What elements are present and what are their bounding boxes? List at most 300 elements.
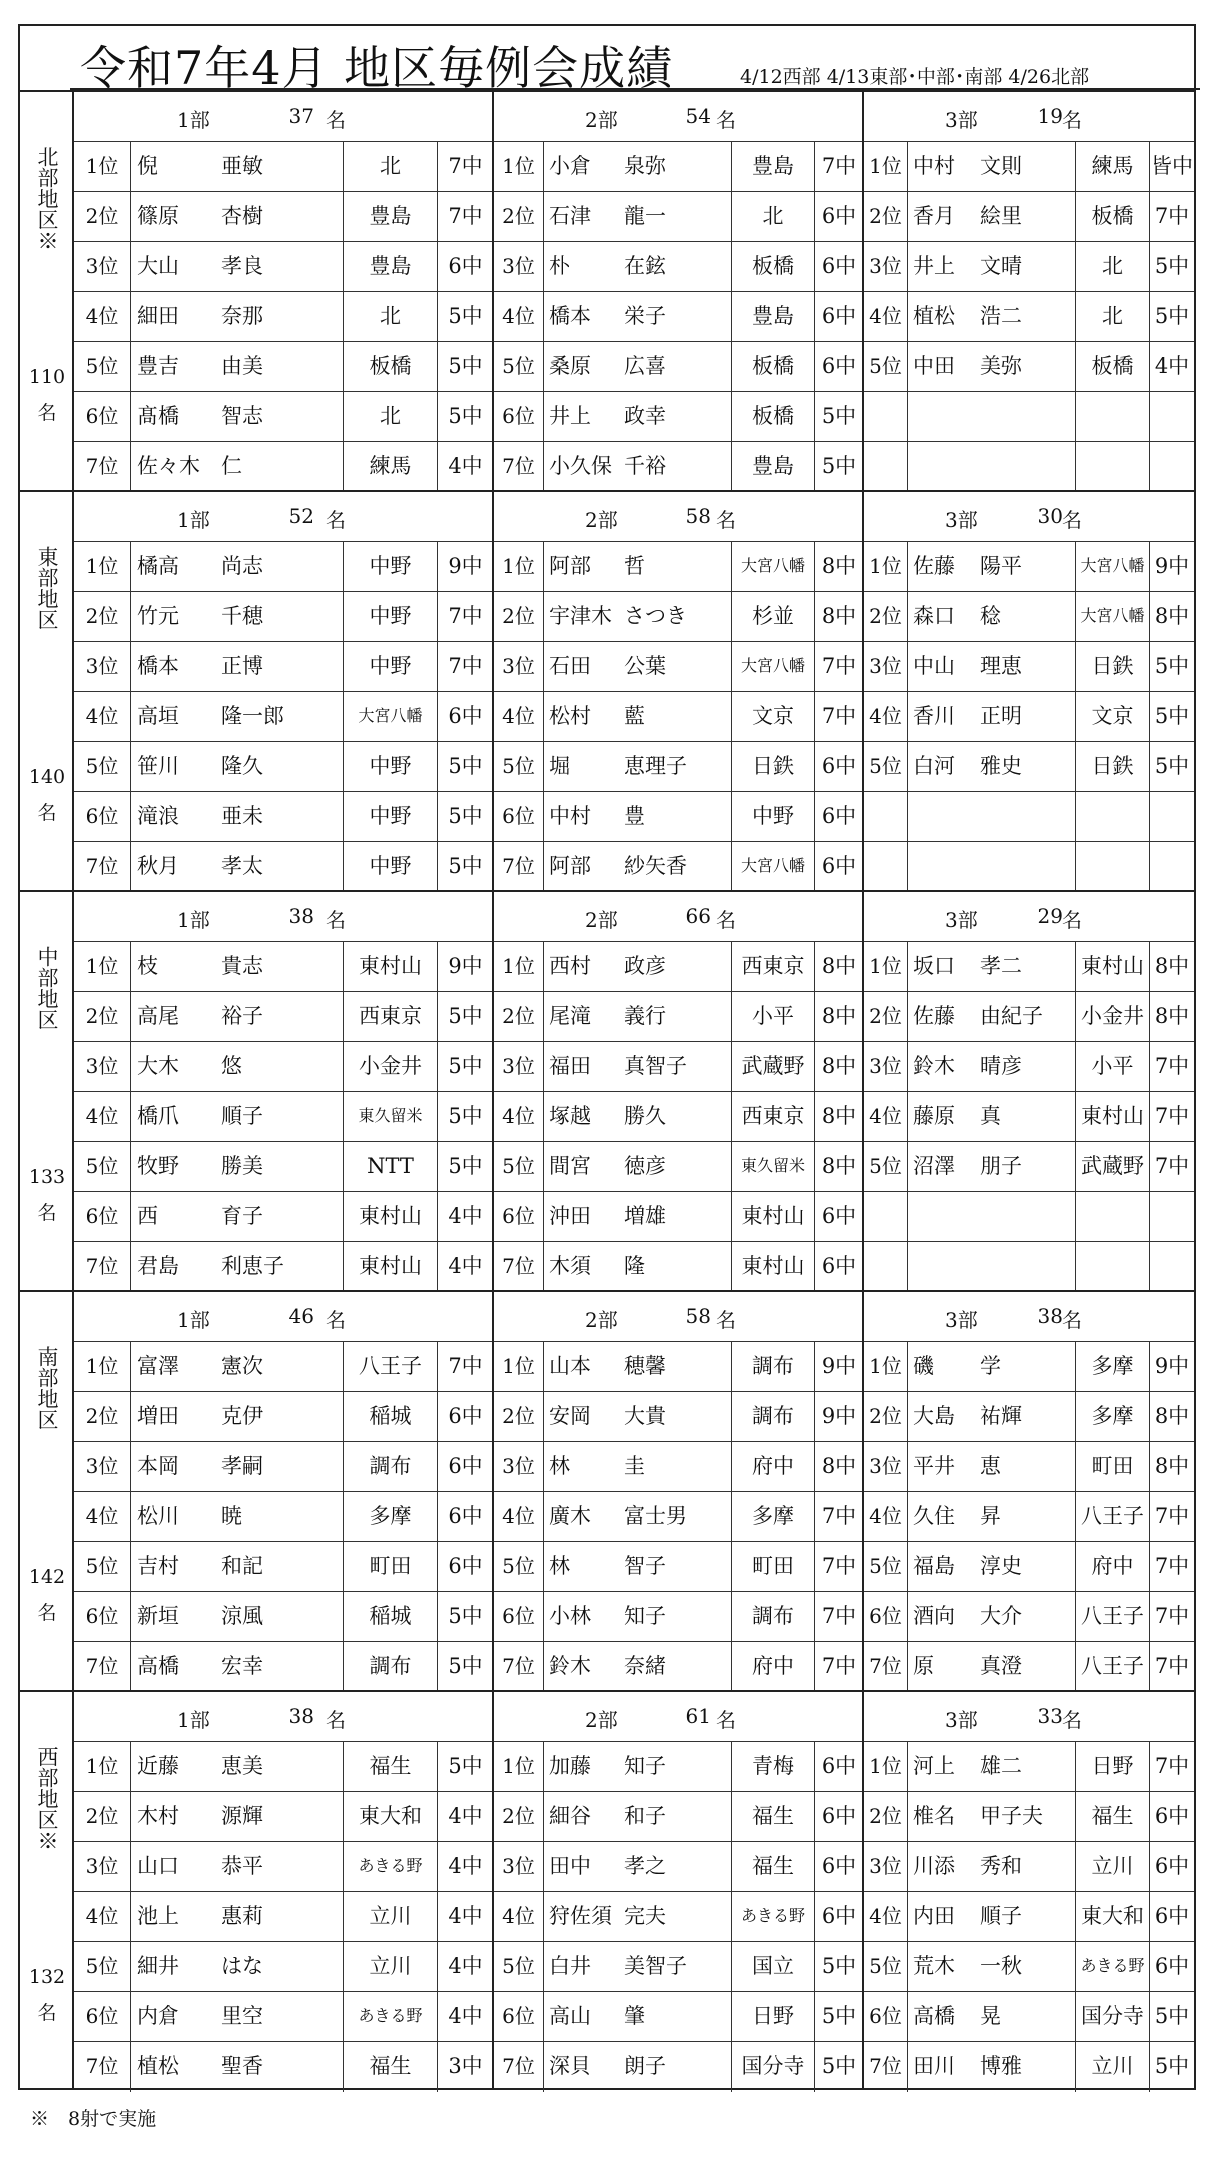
result-row: [494, 692, 862, 742]
division-count: 29: [1037, 904, 1063, 928]
family-name-cell: 福田: [549, 1054, 591, 1078]
region-label: [20, 1692, 74, 2088]
given-name-cell: 秀和: [980, 1854, 1022, 1878]
division-count: 30: [1037, 504, 1063, 528]
hits-cell: 5中: [448, 804, 483, 828]
club-cell: 板橋: [731, 242, 815, 291]
rank-cell: 7位: [74, 842, 131, 892]
division-header: [74, 492, 492, 542]
result-row: [74, 1792, 492, 1842]
hits-cell: 5中: [448, 304, 483, 328]
family-name-cell: 石津: [549, 204, 591, 228]
family-name-cell: 狩佐須: [549, 1904, 612, 1928]
given-name-cell: 克伊: [221, 1404, 263, 1428]
hits-cell: 8中: [821, 954, 857, 978]
rank-cell: 4位: [864, 292, 908, 341]
club-cell: 日野: [731, 1992, 815, 2041]
family-name-cell: 香川: [913, 704, 955, 728]
club-cell: 八王子: [1075, 1492, 1150, 1541]
region-count-unit: 名: [37, 1602, 57, 1624]
rank-cell: 4位: [494, 1492, 544, 1541]
family-name-cell: 倪: [137, 154, 158, 178]
division-count-unit: 名: [716, 1708, 736, 1732]
given-name-cell: 晴彦: [980, 1054, 1022, 1078]
family-name-cell: 宇津木: [549, 604, 612, 628]
division-header: [494, 92, 862, 142]
rank-cell: 2位: [864, 1392, 908, 1441]
hits-cell: 4中: [448, 454, 483, 478]
result-row: [494, 2042, 862, 2092]
given-name-cell: 博雅: [980, 2054, 1022, 2078]
family-name-cell: 林: [549, 1454, 570, 1478]
division-header: [494, 1692, 862, 1742]
given-name-cell: 恵理子: [624, 754, 687, 778]
result-row: [864, 1242, 1194, 1292]
hits-cell: 7中: [1154, 1104, 1190, 1128]
family-name-cell: 沖田: [549, 1204, 591, 1228]
family-name-cell: [913, 842, 975, 892]
given-name-cell: 由紀子: [980, 1004, 1043, 1028]
region-count-unit: 名: [37, 2002, 57, 2024]
rank-cell: 3位: [74, 642, 131, 691]
hits-cell: 6中: [821, 1904, 857, 1928]
division-count: 58: [685, 1304, 711, 1328]
family-name-cell: 富澤: [137, 1354, 179, 1378]
rank-cell: 5位: [494, 1542, 544, 1591]
region-label: [20, 1292, 74, 1690]
club-cell: 日野: [1075, 1742, 1150, 1791]
rank-cell: 6位: [74, 1592, 131, 1641]
rank-cell: 4位: [864, 1892, 908, 1941]
division-column: [74, 1292, 494, 1690]
result-row: [864, 1492, 1194, 1542]
hits-cell: 7中: [448, 1354, 483, 1378]
club-cell: 西東京: [343, 992, 438, 1041]
given-name-cell: [980, 392, 1074, 441]
division-count: 37: [288, 104, 314, 128]
hits-cell: 4中: [448, 1854, 483, 1878]
given-name-cell: 穂馨: [624, 1354, 666, 1378]
family-name-cell: 大山: [137, 254, 179, 278]
result-row: [494, 1342, 862, 1392]
region-count: 132: [28, 1966, 66, 1988]
given-name-cell: 真智子: [624, 1054, 687, 1078]
rank-cell: 1位: [74, 1342, 131, 1391]
rank-cell: 3位: [494, 642, 544, 691]
rank-cell: 3位: [74, 1842, 131, 1891]
result-row: [494, 292, 862, 342]
club-cell: 東大和: [343, 1792, 438, 1841]
family-name-cell: 酒向: [913, 1604, 955, 1628]
rank-cell: 1位: [864, 142, 908, 191]
rank-cell: [864, 792, 908, 841]
rank-cell: [864, 442, 908, 492]
hits-cell: 9中: [821, 1354, 857, 1378]
region-label: [20, 492, 74, 890]
region-name: 北部地区※: [35, 146, 59, 251]
hits-cell: 7中: [821, 154, 857, 178]
given-name-cell: 孝二: [980, 954, 1022, 978]
given-name-cell: 順子: [221, 1104, 263, 1128]
result-row: [74, 992, 492, 1042]
hits-cell: 8中: [821, 1054, 857, 1078]
club-cell: 小金井: [343, 1042, 438, 1091]
hits-cell: 7中: [1154, 1504, 1190, 1528]
club-cell: 豊島: [343, 192, 438, 241]
region-count-unit: 名: [37, 1202, 57, 1224]
club-cell: 練馬: [1075, 142, 1150, 191]
rank-cell: 2位: [74, 1792, 131, 1841]
given-name-cell: 泉弥: [624, 154, 666, 178]
given-name-cell: 哲: [624, 554, 645, 578]
family-name-cell: 笹川: [137, 754, 179, 778]
family-name-cell: 久住: [913, 1504, 955, 1528]
rank-cell: 6位: [494, 792, 544, 841]
division-name: 2部: [585, 1308, 618, 1332]
division-header: [864, 92, 1194, 142]
given-name-cell: 雄二: [980, 1754, 1022, 1778]
rank-cell: 2位: [864, 992, 908, 1041]
rank-cell: 2位: [74, 192, 131, 241]
family-name-cell: 安岡: [549, 1404, 591, 1428]
hits-cell: 6中: [1154, 1854, 1190, 1878]
club-cell: 多摩: [1075, 1342, 1150, 1391]
region-count-unit: 名: [37, 802, 57, 824]
family-name-cell: 間宮: [549, 1154, 591, 1178]
family-name-cell: 中村: [549, 804, 591, 828]
hits-cell: 9中: [448, 954, 483, 978]
club-cell: 福生: [1075, 1792, 1150, 1841]
rank-cell: 1位: [494, 1342, 544, 1391]
result-row: [74, 1092, 492, 1142]
club-cell: 立川: [343, 1892, 438, 1941]
result-row: [494, 992, 862, 1042]
family-name-cell: 香月: [913, 204, 955, 228]
rank-cell: 5位: [74, 1942, 131, 1991]
rank-cell: 5位: [74, 1142, 131, 1191]
given-name-cell: 龍一: [624, 204, 666, 228]
result-row: [864, 742, 1194, 792]
result-row: [74, 242, 492, 292]
division-count-unit: 名: [1062, 1308, 1082, 1332]
family-name-cell: 橋本: [549, 304, 591, 328]
result-row: [864, 1892, 1194, 1942]
division-column: [864, 1692, 1194, 2088]
given-name-cell: 昇: [980, 1504, 1001, 1528]
division-header: [494, 892, 862, 942]
hits-cell: 7中: [1154, 1154, 1190, 1178]
page-title: 令和7年4月 地区毎例会成績: [80, 41, 674, 95]
family-name-cell: 篠原: [137, 204, 179, 228]
division-count-unit: 名: [326, 1708, 346, 1732]
hits-cell: 7中: [1154, 204, 1190, 228]
hits-cell: 7中: [1154, 1554, 1190, 1578]
rank-cell: 7位: [494, 2042, 544, 2092]
club-cell: 文京: [731, 692, 815, 741]
hits-cell: 8中: [1154, 954, 1190, 978]
family-name-cell: 阿部: [549, 854, 591, 878]
hits-cell: 5中: [448, 1604, 483, 1628]
division-count: 38: [288, 904, 314, 928]
hits-cell: 6中: [821, 204, 857, 228]
hits-cell: 7中: [448, 604, 483, 628]
hits-cell: 6中: [821, 804, 857, 828]
result-row: [494, 942, 862, 992]
rank-cell: 4位: [864, 1492, 908, 1541]
result-row: [494, 1892, 862, 1942]
result-row: [494, 142, 862, 192]
rank-cell: 5位: [494, 742, 544, 791]
club-cell: 稲城: [343, 1392, 438, 1441]
given-name-cell: 源輝: [221, 1804, 263, 1828]
division-column: [494, 492, 864, 890]
club-cell: 東村山: [343, 1192, 438, 1241]
region-block: [20, 1690, 1194, 2088]
given-name-cell: 陽平: [980, 554, 1022, 578]
given-name-cell: 稔: [980, 604, 1001, 628]
result-row: [494, 192, 862, 242]
result-row: [494, 392, 862, 442]
family-name-cell: 磯: [913, 1354, 934, 1378]
hits-cell: 7中: [448, 204, 483, 228]
result-row: [864, 1092, 1194, 1142]
rank-cell: 5位: [864, 742, 908, 791]
result-row: [74, 642, 492, 692]
hits-cell: 7中: [448, 154, 483, 178]
rank-cell: 6位: [74, 792, 131, 841]
club-cell: 大宮八幡: [1075, 542, 1150, 591]
rank-cell: 3位: [864, 642, 908, 691]
division-column: [864, 1292, 1194, 1690]
rank-cell: 1位: [494, 542, 544, 591]
division-count-unit: 名: [716, 1308, 736, 1332]
hits-cell: 5中: [448, 754, 483, 778]
family-name-cell: 内田: [913, 1904, 955, 1928]
given-name-cell: 広喜: [624, 354, 666, 378]
given-name-cell: 増雄: [624, 1204, 666, 1228]
hits-cell: 6中: [821, 1854, 857, 1878]
given-name-cell: 完夫: [624, 1904, 666, 1928]
club-cell: 東村山: [731, 1242, 815, 1292]
club-cell: [1075, 792, 1150, 841]
rank-cell: 6位: [494, 1192, 544, 1241]
club-cell: 町田: [1075, 1442, 1150, 1491]
hits-cell: 皆中: [1151, 154, 1193, 178]
hits-cell: 5中: [821, 2004, 857, 2028]
division-header: [74, 1292, 492, 1342]
club-cell: 日鉄: [731, 742, 815, 791]
given-name-cell: 徳彦: [624, 1154, 666, 1178]
club-cell: 多摩: [731, 1492, 815, 1541]
family-name-cell: 秋月: [137, 854, 179, 878]
rank-cell: 3位: [74, 242, 131, 291]
hits-cell: 6中: [821, 304, 857, 328]
family-name-cell: 白河: [913, 754, 955, 778]
given-name-cell: 正博: [221, 654, 263, 678]
hits-cell: 8中: [821, 1104, 857, 1128]
division-column: [494, 892, 864, 1290]
result-row: [74, 742, 492, 792]
region-name: 東部地区: [35, 546, 59, 630]
result-row: [74, 1542, 492, 1592]
division-header: [864, 892, 1194, 942]
family-name-cell: 小久保: [549, 454, 612, 478]
given-name-cell: 栄子: [624, 304, 666, 328]
result-row: [864, 1042, 1194, 1092]
club-cell: 府中: [731, 1642, 815, 1692]
hits-cell: 5中: [1154, 654, 1190, 678]
hits-cell: 5中: [821, 404, 857, 428]
rank-cell: 7位: [494, 1642, 544, 1692]
family-name-cell: 松川: [137, 1504, 179, 1528]
result-row: [74, 2042, 492, 2092]
club-cell: 中野: [731, 792, 815, 841]
rank-cell: 6位: [74, 1192, 131, 1241]
division-column: [864, 892, 1194, 1290]
division-header: [864, 1292, 1194, 1342]
result-row: [74, 1242, 492, 1292]
division-count-unit: 名: [716, 108, 736, 132]
rank-cell: 3位: [864, 1442, 908, 1491]
club-cell: 中野: [343, 642, 438, 691]
rank-cell: 2位: [494, 992, 544, 1041]
division-column: [494, 1292, 864, 1690]
division-count-unit: 名: [326, 1308, 346, 1332]
club-cell: 練馬: [343, 442, 438, 492]
rank-cell: 1位: [494, 1742, 544, 1791]
rank-cell: 1位: [74, 942, 131, 991]
family-name-cell: 橋本: [137, 654, 179, 678]
rank-cell: 2位: [864, 192, 908, 241]
given-name-cell: 淳史: [980, 1554, 1022, 1578]
hits-cell: 5中: [448, 354, 483, 378]
hits-cell: 4中: [448, 1204, 483, 1228]
club-cell: 大宮八幡: [1075, 592, 1150, 641]
result-row: [74, 1342, 492, 1392]
family-name-cell: 枝: [137, 954, 158, 978]
given-name-cell: 隆: [624, 1254, 645, 1278]
result-row: [74, 342, 492, 392]
result-row: [494, 1142, 862, 1192]
result-row: [494, 742, 862, 792]
result-row: [74, 942, 492, 992]
family-name-cell: 細井: [137, 1954, 179, 1978]
given-name-cell: 涼風: [221, 1604, 263, 1628]
given-name-cell: 勝美: [221, 1154, 263, 1178]
given-name-cell: 仁: [221, 454, 242, 478]
club-cell: 調布: [731, 1392, 815, 1441]
family-name-cell: 井上: [913, 254, 955, 278]
hits-cell: 5中: [448, 1104, 483, 1128]
hits-cell: 7中: [821, 654, 857, 678]
result-row: [864, 1792, 1194, 1842]
result-row: [74, 442, 492, 492]
hits-cell: 6中: [448, 1504, 483, 1528]
rank-cell: 2位: [494, 592, 544, 641]
result-row: [864, 1992, 1194, 2042]
club-cell: 北: [343, 292, 438, 341]
hits-cell: 8中: [821, 1154, 857, 1178]
given-name-cell: 惠莉: [221, 1904, 263, 1928]
hits-cell: 5中: [1154, 304, 1190, 328]
family-name-cell: 尾滝: [549, 1004, 591, 1028]
club-cell: 東村山: [731, 1192, 815, 1241]
rank-cell: 5位: [74, 1542, 131, 1591]
result-row: [864, 192, 1194, 242]
given-name-cell: [980, 792, 1074, 841]
rank-cell: 7位: [864, 2042, 908, 2092]
club-cell: 国立: [731, 1942, 815, 1991]
given-name-cell: 亜未: [221, 804, 263, 828]
region-block: [20, 1290, 1194, 1690]
rank-cell: 4位: [494, 292, 544, 341]
given-name-cell: 智子: [624, 1554, 666, 1578]
club-cell: 八王子: [343, 1342, 438, 1391]
result-row: [74, 1892, 492, 1942]
division-name: 2部: [585, 508, 618, 532]
given-name-cell: [980, 442, 1074, 492]
region-block: [20, 90, 1194, 490]
family-name-cell: 佐々木: [137, 454, 200, 478]
hits-cell: 5中: [448, 1154, 483, 1178]
family-name-cell: 森口: [913, 604, 955, 628]
family-name-cell: 細田: [137, 304, 179, 328]
rank-cell: 6位: [74, 1992, 131, 2041]
rank-cell: 6位: [864, 1592, 908, 1641]
family-name-cell: 荒木: [913, 1954, 955, 1978]
result-row: [494, 842, 862, 892]
family-name-cell: 田中: [549, 1854, 591, 1878]
result-row: [864, 692, 1194, 742]
rank-cell: 5位: [864, 1542, 908, 1591]
result-row: [864, 792, 1194, 842]
footnote: ※ 8射で実施: [30, 2108, 157, 2130]
club-cell: 中野: [343, 742, 438, 791]
family-name-cell: 佐藤: [913, 1004, 955, 1028]
family-name-cell: 林: [549, 1554, 570, 1578]
club-cell: 板橋: [731, 392, 815, 441]
result-row: [74, 1392, 492, 1442]
club-cell: 福生: [731, 1842, 815, 1891]
result-row: [864, 142, 1194, 192]
hits-cell: 8中: [821, 604, 857, 628]
given-name-cell: 恭平: [221, 1854, 263, 1878]
result-row: [74, 1442, 492, 1492]
result-row: [494, 1792, 862, 1842]
hits-cell: 9中: [1154, 554, 1190, 578]
sheet-header: [20, 26, 1194, 95]
given-name-cell: 和子: [624, 1804, 666, 1828]
division-header: [74, 892, 492, 942]
given-name-cell: 孝良: [221, 254, 263, 278]
club-cell: あきる野: [343, 1842, 438, 1891]
result-row: [864, 1192, 1194, 1242]
rank-cell: 5位: [864, 1942, 908, 1991]
club-cell: 立川: [1075, 1842, 1150, 1891]
club-cell: 小平: [1075, 1042, 1150, 1091]
result-row: [864, 442, 1194, 492]
given-name-cell: 貴志: [221, 954, 263, 978]
rank-cell: 3位: [864, 242, 908, 291]
hits-cell: 8中: [1154, 604, 1190, 628]
given-name-cell: 絵里: [980, 204, 1022, 228]
rank-cell: 4位: [864, 692, 908, 741]
hits-cell: 7中: [821, 1604, 857, 1628]
given-name-cell: 文晴: [980, 254, 1022, 278]
rank-cell: 4位: [74, 1892, 131, 1941]
division-column: [494, 92, 864, 490]
division-count-unit: 名: [1062, 508, 1082, 532]
